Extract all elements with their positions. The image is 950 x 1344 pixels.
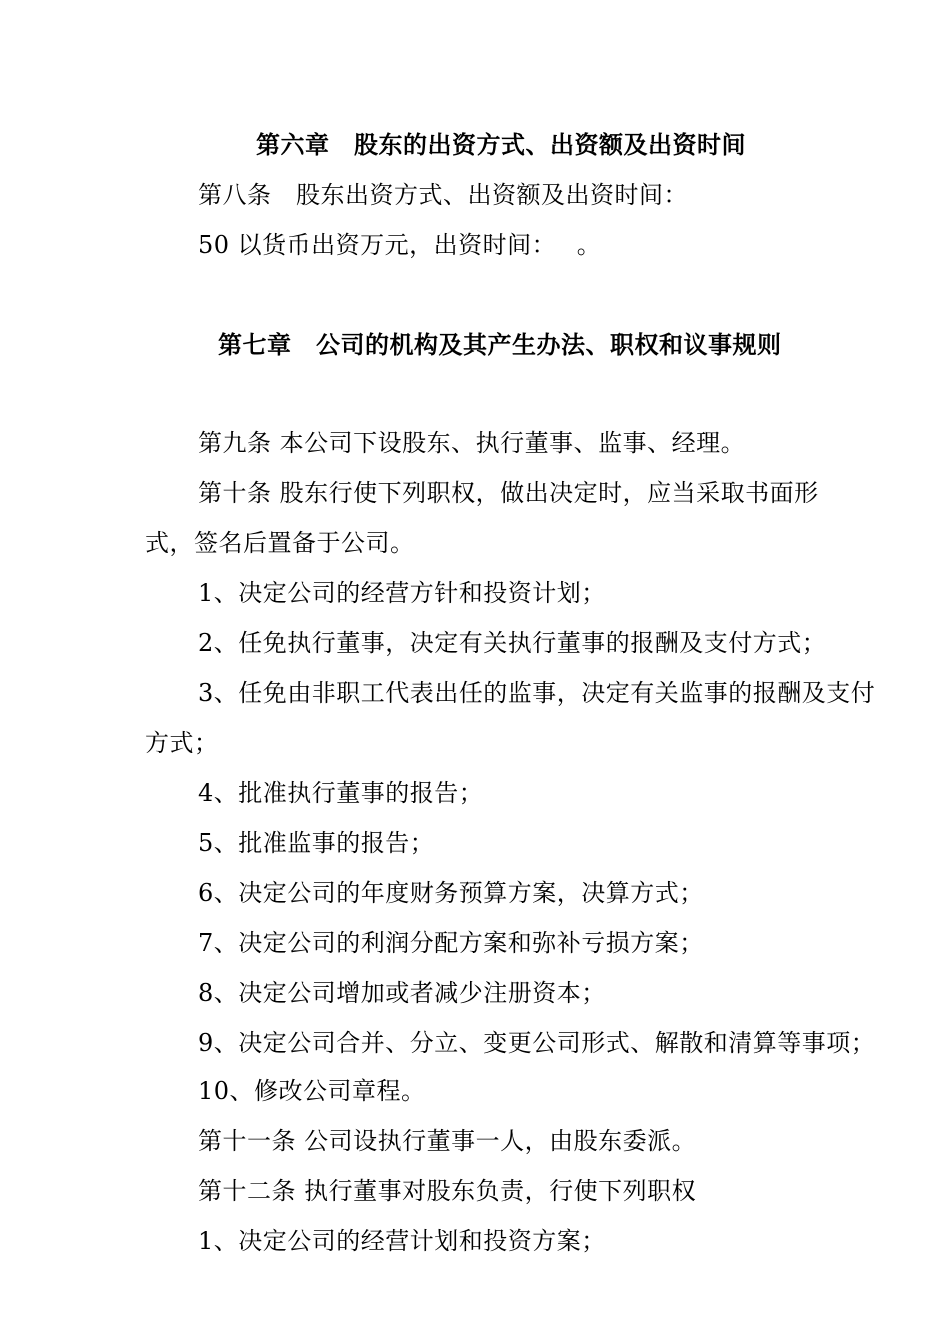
list-item-9: 9、决定公司合并、分立、变更公司形式、解散和清算等事项； xyxy=(198,1029,876,1057)
list-item-2: 2、任免执行董事，决定有关执行董事的报酬及支付方式； xyxy=(198,629,827,657)
article-9: 第九条 本公司下设股东、执行董事、监事、经理。 xyxy=(198,429,746,457)
chapter-7-title: 第七章 公司的机构及其产生办法、职权和议事规则 xyxy=(218,331,782,359)
article-10-line-1: 第十条 股东行使下列职权，做出决定时，应当采取书面形 xyxy=(198,479,819,507)
list-item-3-line-1: 3、任免由非职工代表出任的监事，决定有关监事的报酬及支付 xyxy=(198,679,876,707)
list-item-7: 7、决定公司的利润分配方案和弥补亏损方案； xyxy=(198,929,704,957)
list-item-6: 6、决定公司的年度财务预算方案，决算方式； xyxy=(198,879,704,907)
list-item-8: 8、决定公司增加或者减少注册资本； xyxy=(198,979,606,1007)
chapter-6-title: 第六章 股东的出资方式、出资额及出资时间 xyxy=(256,131,746,159)
article-8-line-1: 第八条 股东出资方式、出资额及出资时间： xyxy=(198,181,688,209)
article-10-line-2: 式，签名后置备于公司。 xyxy=(145,529,415,557)
article-12: 第十二条 执行董事对股东负责，行使下列职权 xyxy=(198,1177,697,1205)
list-item-4: 4、批准执行董事的报告； xyxy=(198,779,484,807)
article-11: 第十一条 公司设执行董事一人，由股东委派。 xyxy=(198,1127,697,1155)
article-8-line-2: 50 以货币出资万元，出资时间： 。 xyxy=(198,231,602,259)
list-item-3-line-2: 方式； xyxy=(145,729,219,757)
list-item-5: 5、批准监事的报告； xyxy=(198,829,435,857)
list-item-1: 1、决定公司的经营方针和投资计划； xyxy=(198,579,606,607)
article-12-item-1: 1、决定公司的经营计划和投资方案； xyxy=(198,1227,606,1255)
list-item-10: 10、修改公司章程。 xyxy=(198,1077,426,1105)
